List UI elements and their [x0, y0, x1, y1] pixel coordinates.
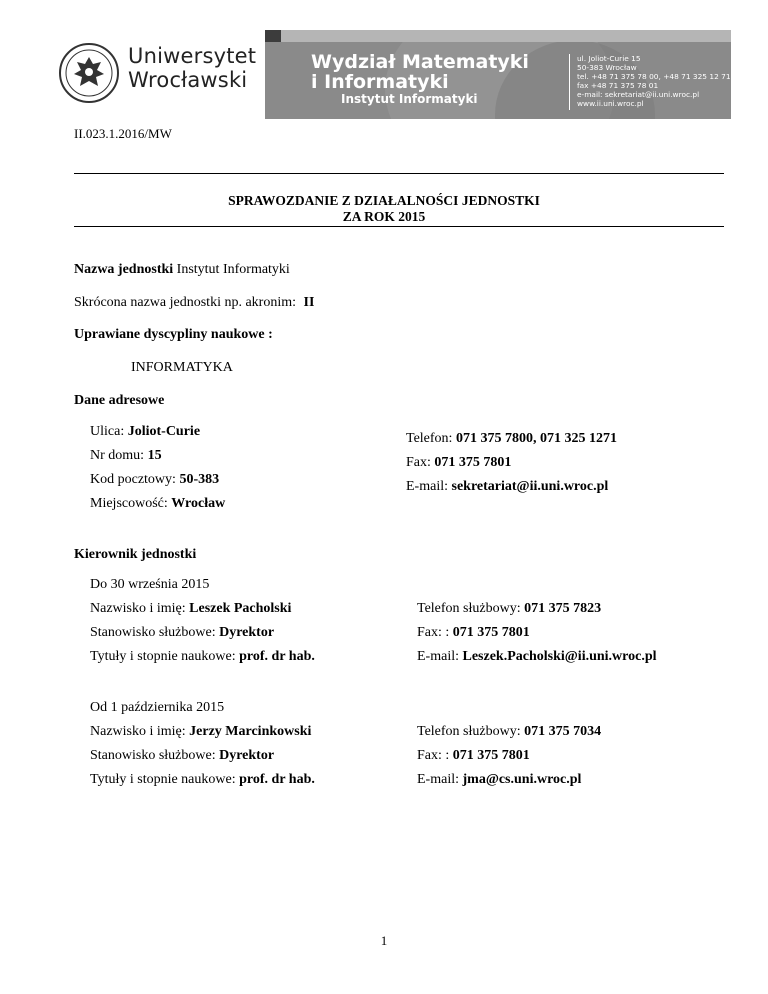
title-rule-bottom	[74, 226, 724, 227]
discipline-item: INFORMATYKA	[131, 360, 233, 375]
period-label: Do 30 września 2015	[90, 577, 210, 592]
head-email-label: E-mail:	[417, 649, 459, 664]
address-line: 50-383 Wrocław	[577, 63, 637, 72]
house-label: Nr domu:	[90, 448, 145, 463]
head-name-label: Nazwisko i imię:	[90, 601, 186, 616]
head-fax-label: Fax: :	[417, 748, 450, 763]
head-titles-row	[90, 772, 315, 788]
postal-value: 50-383	[179, 472, 220, 487]
head-fax-value: 071 375 7801	[452, 625, 530, 640]
university-name-line1: Uniwersytet	[128, 44, 257, 68]
street-value: Joliot-Curie	[127, 424, 201, 439]
head-position-row	[90, 748, 274, 764]
title-rule-top	[74, 173, 724, 174]
address-line: ul. Joliot-Curie 15	[577, 54, 641, 63]
head-phone-label: Telefon służbowy:	[417, 601, 521, 616]
head-email-label: E-mail:	[417, 772, 459, 787]
document-title-line1: SPRAWOZDANIE Z DZIAŁALNOŚCI JEDNOSTKI	[228, 193, 540, 208]
disciplines-label-text: Uprawiane dyscypliny naukowe :	[74, 327, 273, 342]
email-value: sekretariat@ii.uni.wroc.pl	[451, 479, 609, 494]
house-row	[90, 448, 162, 464]
head-position-label: Stanowisko służbowe:	[90, 748, 216, 763]
head-titles-value: prof. dr hab.	[239, 772, 315, 787]
head-phone-row	[417, 724, 601, 740]
page-number: 1	[380, 933, 388, 948]
head-email-row	[417, 649, 657, 665]
head-fax-label: Fax: :	[417, 625, 450, 640]
faculty-address	[577, 54, 731, 108]
banner-divider	[569, 54, 570, 110]
faculty-banner	[265, 30, 731, 119]
fax-row	[406, 455, 511, 471]
postal-row	[90, 472, 219, 488]
university-seal-icon	[58, 42, 120, 104]
unit-acronym-value: II	[303, 295, 315, 310]
head-fax-row	[417, 625, 530, 641]
head-position-label: Stanowisko służbowe:	[90, 625, 216, 640]
street-label: Ulica:	[90, 424, 125, 439]
email-label: E-mail:	[406, 479, 448, 494]
head-titles-label: Tytuły i stopnie naukowe:	[90, 772, 236, 787]
university-name	[128, 44, 256, 92]
address-line: tel. +48 71 375 78 00, +48 71 325 12 71	[577, 72, 731, 81]
institute-name: Instytut Informatyki	[341, 92, 478, 106]
unit-acronym-label: Skrócona nazwa jednostki np. akronim:	[74, 295, 297, 310]
period-label: Od 1 października 2015	[90, 700, 225, 715]
head-email-value: jma@cs.uni.wroc.pl	[462, 772, 582, 787]
address-line: www.ii.uni.wroc.pl	[577, 99, 644, 108]
university-name-line2: Wrocławski	[128, 68, 248, 92]
faculty-name-line2: i Informatyki	[311, 71, 449, 93]
unit-name-label: Nazwa jednostki	[74, 262, 174, 277]
head-phone-value: 071 375 7034	[524, 724, 602, 739]
head-fax-row	[417, 748, 530, 764]
faculty-name	[311, 52, 529, 92]
phone-value: 071 375 7800, 071 325 1271	[455, 431, 617, 446]
street-row	[90, 424, 200, 440]
address-line: fax +48 71 375 78 01	[577, 81, 659, 90]
head-fax-value: 071 375 7801	[452, 748, 530, 763]
disciplines-label	[74, 327, 273, 343]
heads-heading-text: Kierownik jednostki	[74, 547, 197, 562]
head-titles-row	[90, 649, 315, 665]
city-row	[90, 496, 225, 512]
city-value: Wrocław	[171, 496, 226, 511]
head-phone-label: Telefon służbowy:	[417, 724, 521, 739]
phone-row	[406, 431, 617, 447]
unit-name-value: Instytut Informatyki	[176, 262, 290, 277]
postal-label: Kod pocztowy:	[90, 472, 176, 487]
head-titles-label: Tytuły i stopnie naukowe:	[90, 649, 236, 664]
address-line: e-mail: sekretariat@ii.uni.wroc.pl	[577, 90, 700, 99]
fax-value: 071 375 7801	[434, 455, 512, 470]
head-position-row	[90, 625, 274, 641]
document-reference: II.023.1.2016/MW	[74, 126, 172, 141]
house-value: 15	[147, 448, 162, 463]
head-email-row	[417, 772, 581, 788]
head-name-row	[90, 601, 291, 617]
head-position-value: Dyrektor	[219, 625, 275, 640]
city-label: Miejscowość:	[90, 496, 168, 511]
head-name-row	[90, 724, 311, 740]
head-email-value: Leszek.Pacholski@ii.uni.wroc.pl	[462, 649, 657, 664]
head-name-value: Jerzy Marcinkowski	[189, 724, 312, 739]
head-phone-value: 071 375 7823	[524, 601, 602, 616]
head-position-value: Dyrektor	[219, 748, 275, 763]
document-title-line2: ZA ROK 2015	[342, 209, 426, 224]
unit-acronym-row	[74, 295, 314, 311]
heads-heading	[74, 547, 196, 563]
university-logo	[58, 38, 268, 108]
phone-label: Telefon:	[406, 431, 453, 446]
address-heading	[74, 393, 164, 409]
email-row	[406, 479, 608, 495]
head-titles-value: prof. dr hab.	[239, 649, 315, 664]
head-name-value: Leszek Pacholski	[189, 601, 292, 616]
faculty-name-line1: Wydział Matematyki	[311, 51, 529, 73]
unit-name-row	[74, 262, 290, 278]
head-name-label: Nazwisko i imię:	[90, 724, 186, 739]
head-phone-row	[417, 601, 601, 617]
address-heading-text: Dane adresowe	[74, 393, 165, 408]
fax-label: Fax:	[406, 455, 431, 470]
